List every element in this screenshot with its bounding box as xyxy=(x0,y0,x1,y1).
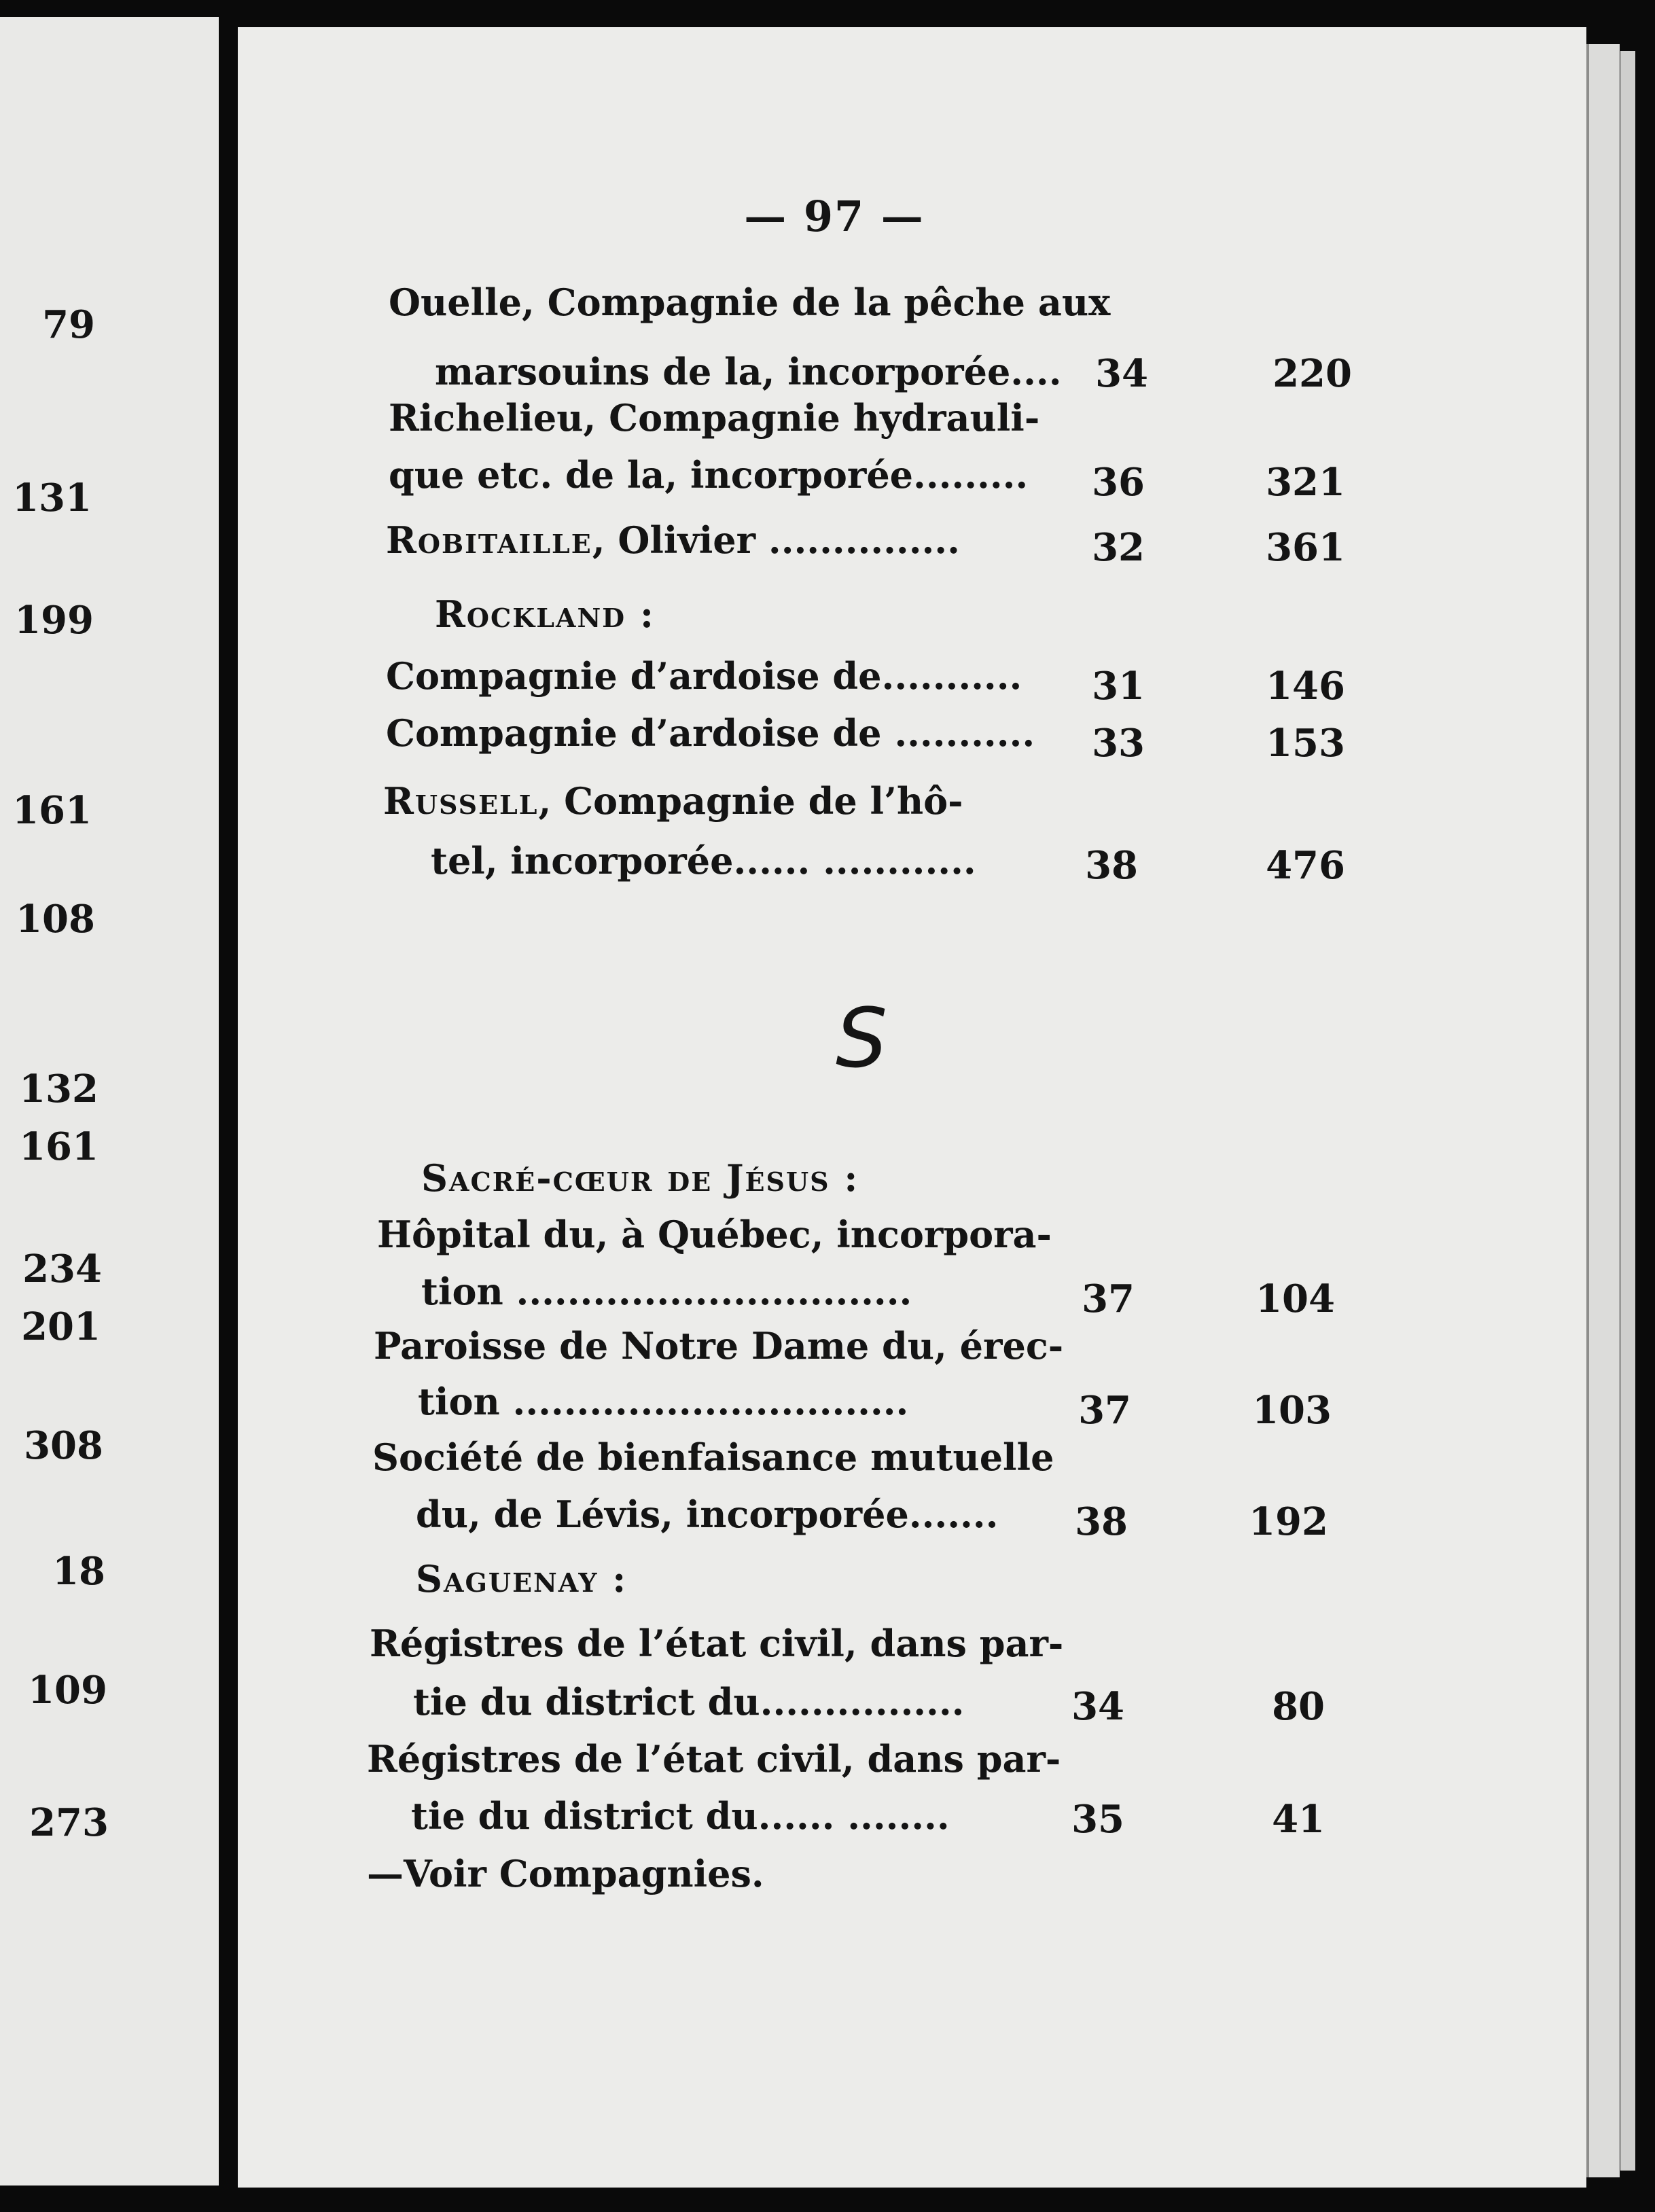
entry-line: Compagnie d’ardoise de ........... xyxy=(386,711,1035,755)
page-reference: 476 xyxy=(1266,843,1345,888)
entry-line xyxy=(386,518,960,562)
left-facing-page xyxy=(0,17,219,2186)
volume-number: 38 xyxy=(1075,1499,1128,1544)
entry-line: tion ............................... xyxy=(421,1270,912,1313)
entry-line: Régistres de l’état civil, dans par- xyxy=(370,1622,1064,1665)
see-also-note: —Voir Compagnies. xyxy=(367,1852,764,1895)
left-number: 109 xyxy=(28,1668,107,1713)
entry-line: Compagnie d’ardoise de........... xyxy=(386,654,1022,698)
entry-line: Hôpital du, à Québec, incorpora- xyxy=(377,1213,1052,1256)
left-number: 131 xyxy=(12,476,92,520)
entry-line: Société de bienfaisance mutuelle xyxy=(372,1435,1054,1479)
left-number: 199 xyxy=(14,598,94,643)
entry-text: , Olivier ............... xyxy=(592,518,960,562)
entry-name: Robitaille xyxy=(386,518,592,562)
page-reference: 146 xyxy=(1266,664,1345,709)
entry-line: tie du district du...... ........ xyxy=(411,1794,950,1838)
volume-number: 33 xyxy=(1092,721,1145,766)
left-number: 273 xyxy=(29,1800,109,1845)
page-edge xyxy=(1586,44,1620,2177)
volume-number: 38 xyxy=(1085,843,1138,888)
volume-number: 31 xyxy=(1092,664,1145,709)
volume-number: 32 xyxy=(1092,525,1145,570)
left-number: 79 xyxy=(42,302,95,347)
entry-text: , Compagnie de l’hô- xyxy=(538,779,963,823)
entry-line: tel, incorporée...... ............ xyxy=(431,839,976,882)
volume-number: 35 xyxy=(1071,1797,1124,1842)
page-reference: 361 xyxy=(1266,525,1345,570)
left-number: 201 xyxy=(21,1304,101,1349)
entry-name: Russell xyxy=(383,779,539,823)
left-number: 132 xyxy=(19,1067,99,1111)
entry-line: Ouelle, Compagnie de la pêche aux xyxy=(389,281,1111,324)
entry-line: du, de Lévis, incorporée....... xyxy=(416,1493,999,1536)
page-reference: 80 xyxy=(1272,1684,1325,1729)
entry-line: Régistres de l’état civil, dans par- xyxy=(367,1737,1061,1781)
volume-number: 37 xyxy=(1078,1388,1131,1433)
volume-number: 34 xyxy=(1095,351,1148,396)
entry-line: que etc. de la, incorporée......... xyxy=(389,453,1029,497)
page-edge xyxy=(1620,51,1635,2171)
section-letter: S xyxy=(836,992,888,1086)
section-heading-sacre-coeur: Sacré-cœur de Jésus : xyxy=(421,1156,859,1200)
page-number: — 97 — xyxy=(744,192,925,241)
section-heading-saguenay: Saguenay : xyxy=(416,1557,628,1601)
page-reference: 192 xyxy=(1249,1499,1328,1544)
left-number: 161 xyxy=(12,788,92,833)
entry-line: marsouins de la, incorporée.... xyxy=(435,350,1062,393)
volume-number: 37 xyxy=(1082,1277,1135,1321)
left-number: 161 xyxy=(19,1124,99,1169)
section-heading-rockland: Rockland : xyxy=(435,592,655,636)
left-number: 234 xyxy=(22,1247,102,1291)
entry-line: Paroisse de Notre Dame du, érec- xyxy=(374,1324,1064,1368)
page-reference: 41 xyxy=(1272,1797,1325,1842)
page-reference: 153 xyxy=(1266,721,1345,766)
left-number: 108 xyxy=(16,897,95,942)
volume-number: 34 xyxy=(1071,1684,1124,1729)
entry-line xyxy=(383,779,963,823)
entry-line: Richelieu, Compagnie hydrauli- xyxy=(389,396,1040,440)
left-number: 308 xyxy=(24,1423,103,1468)
entry-line: tie du district du................ xyxy=(413,1680,965,1724)
page-reference: 103 xyxy=(1252,1388,1332,1433)
entry-line: tion ............................... xyxy=(418,1380,909,1423)
volume-number: 36 xyxy=(1092,460,1145,505)
page-reference: 321 xyxy=(1266,460,1345,505)
left-number: 18 xyxy=(52,1549,105,1594)
page-reference: 220 xyxy=(1273,351,1352,396)
page-reference: 104 xyxy=(1256,1277,1335,1321)
